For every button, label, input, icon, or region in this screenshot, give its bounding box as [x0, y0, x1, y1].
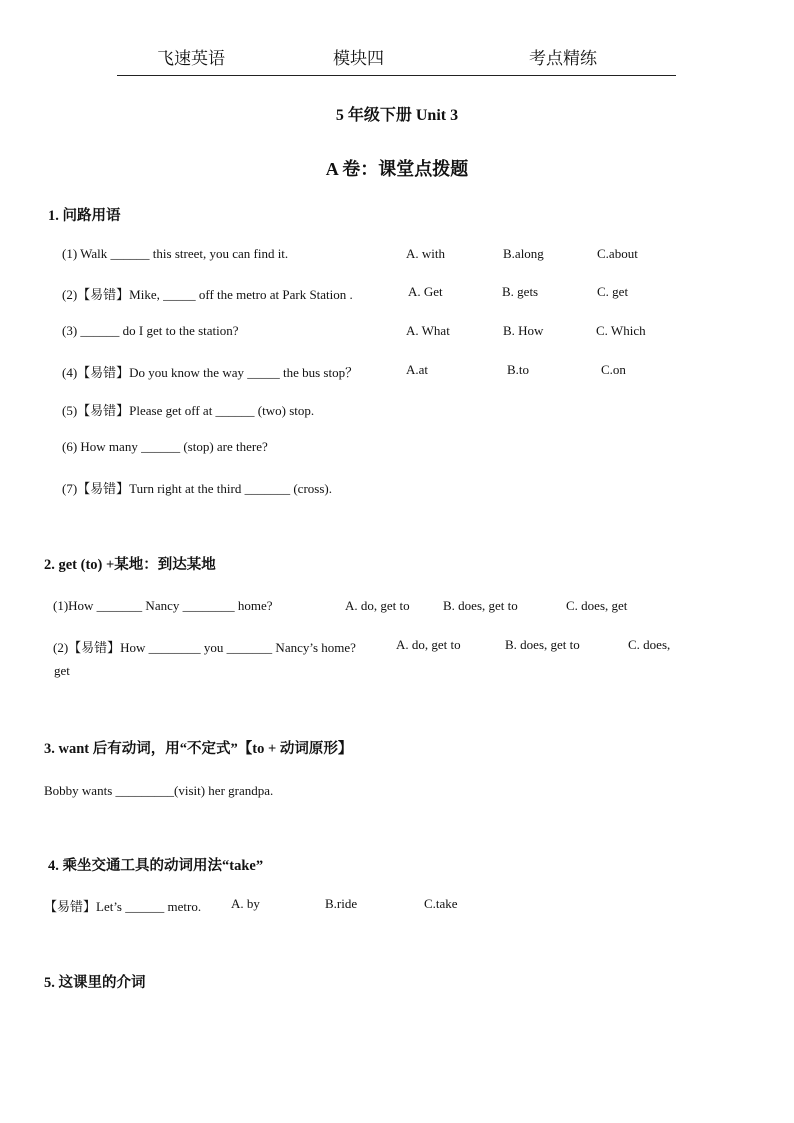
s1-q3-option-a: A. What [406, 323, 450, 338]
s1-q1-option-c: C.about [597, 246, 638, 261]
s1-q1-stem: (1) Walk ______ this street, you can find it. [62, 246, 289, 261]
s1-q3-stem: (3) ______ do I get to the station? [62, 323, 239, 338]
s2-q1-option-b: B. does, get to [443, 598, 518, 613]
s1-q2-option-a: A. Get [408, 284, 443, 299]
s1-q2-option-b: B. gets [502, 284, 539, 299]
grade-title: 5 年级下册 Unit 3 [335, 107, 459, 124]
page-subtitle: A 卷：课堂点拨题 [325, 159, 469, 179]
s2-q2-option-c-wrap: get [54, 663, 70, 678]
s2-q2-option-c: C. does, [628, 637, 671, 652]
header-left: 飞速英语 [157, 49, 225, 69]
section5-title: 5. 这课里的介词 [44, 975, 146, 991]
s2-q2-option-a: A. do, get to [396, 637, 461, 652]
s1-q5-stem: (5)【易错】Please get off at ______ (two) stop. [62, 403, 315, 418]
s1-q2-option-c: C. get [597, 284, 629, 299]
s1-q7-stem: (7)【易错】Turn right at the third _______ (cross). [62, 481, 332, 496]
s2-q1-option-c: C. does, get [566, 598, 628, 613]
s1-q3-option-c: C. Which [596, 323, 646, 338]
header-divider [117, 75, 676, 76]
s4-stem: 【易错】Let’s ______ metro. [44, 899, 202, 914]
s1-q4-option-a: A.at [406, 362, 429, 377]
section3-title: 3. want 后有动词，用“不定式”【to + 动词原形】 [44, 741, 353, 757]
s2-q1-option-a: A. do, get to [345, 598, 410, 613]
header-center: 模块四 [333, 49, 384, 69]
s3-question: Bobby wants _________(visit) her grandpa. [44, 783, 274, 798]
s4-option-a: A. by [231, 896, 260, 911]
s1-q6-stem: (6) How many ______ (stop) are there? [62, 439, 268, 454]
s2-q2-option-b: B. does, get to [505, 637, 580, 652]
s2-q2-stem: (2)【易错】How ________ you _______ Nancy’s home? [53, 640, 356, 655]
s1-q1-option-a: A. with [406, 246, 445, 261]
section4-title: 4. 乘坐交通工具的动词用法“take” [48, 858, 264, 874]
s1-q4-option-b: B.to [507, 362, 530, 377]
s1-q2-stem: (2)【易错】Mike, _____ off the metro at Park Station . [62, 287, 353, 302]
s2-q1-stem: (1)How _______ Nancy ________ home? [53, 598, 273, 613]
s4-option-c: C.take [424, 896, 458, 911]
s1-q3-option-b: B. How [503, 323, 544, 338]
section2-title: 2. get (to) +某地：到达某地 [44, 557, 216, 573]
section1-title: 1. 问路用语 [48, 208, 121, 224]
s1-q4-option-c: C.on [601, 362, 626, 377]
s1-q4-stem: (4)【易错】Do you know the way _____ the bus stop？ [62, 365, 359, 380]
s4-option-b: B.ride [325, 896, 358, 911]
header-right: 考点精练 [529, 49, 597, 69]
s1-q1-option-b: B.along [503, 246, 544, 261]
